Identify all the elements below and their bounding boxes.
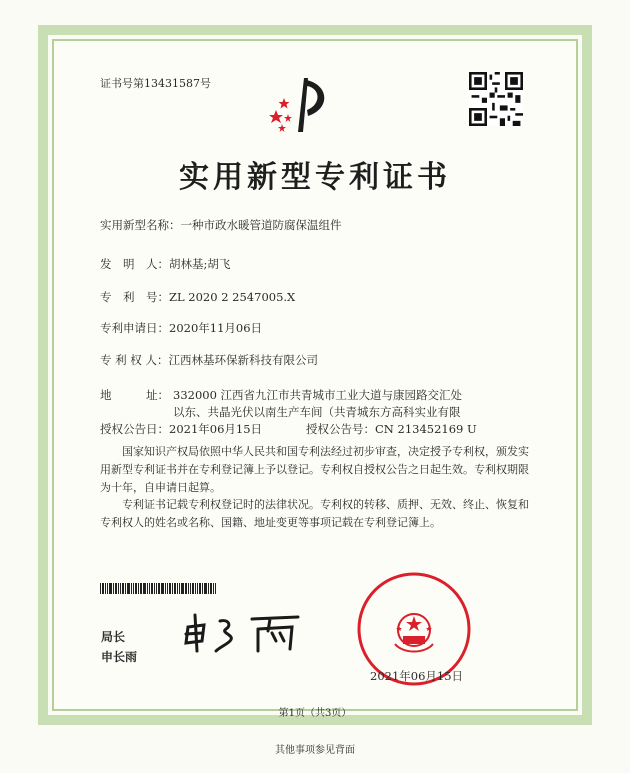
grant-date-value: 2021年06月15日: [169, 422, 263, 436]
inventor-row: [100, 256, 230, 272]
filing-date-value: 2020年11月06日: [169, 321, 263, 335]
legal-status-paragraph: 专利证书记载专利权登记时的法律状况。专利权的转移、质押、无效、终止、恢复和专利权人的姓名或名称、国籍、地址变更等事项记载在专利登记簿上。: [100, 498, 529, 529]
patent-number-label: 专 利 号：: [100, 290, 169, 304]
address-label: 地 址：: [100, 388, 169, 402]
patent-number-row: [100, 289, 295, 305]
director-name-label: 申长雨: [101, 650, 138, 664]
barcode-icon: [100, 583, 240, 594]
inventor-label: 发 明 人：: [100, 257, 169, 271]
patentee-row: [100, 352, 318, 368]
inventor-value: 胡林基;胡飞: [169, 257, 231, 271]
director-signature: [180, 607, 320, 657]
grant-number-value: CN 213452169 U: [375, 422, 477, 436]
patent-office-emblem-icon: [262, 70, 342, 138]
utility-model-name-value: 一种市政水暖管道防腐保温组件: [180, 218, 342, 232]
patentee-label: 专 利 权 人：: [100, 353, 169, 367]
utility-model-name-label: 实用新型名称：: [100, 218, 181, 232]
certificate-title: 实用新型专利证书: [179, 160, 451, 195]
grant-number-row: [306, 421, 477, 437]
grant-number-label: 授权公告号：: [306, 422, 375, 436]
seal-date: 2021年06月15日: [370, 669, 464, 683]
footer-note: 其他事项参见背面: [275, 745, 355, 756]
grant-statement-paragraph: 国家知识产权局依照中华人民共和国专利法经过初步审查，决定授予专利权，颁发实用新型专利证书并在专利登记簿上予以登记。专利权自授权公告之日起生效。专利权期限为十年，自申请日起算。: [100, 445, 529, 494]
grant-date-row: [100, 421, 262, 437]
utility-model-name-row: [100, 217, 342, 233]
grant-date-label: 授权公告日：: [100, 422, 169, 436]
certificate-number: 证书号第13431587号: [100, 77, 211, 90]
page-indicator: 第1页（共3页）: [278, 708, 352, 719]
filing-date-label: 专利申请日：: [100, 321, 169, 335]
patent-number-value: ZL 2020 2 2547005.X: [169, 290, 296, 304]
qr-code-icon: [469, 72, 523, 126]
address-line-2: 以东、共晶光伏以南生产车间（共青城东方高科实业有限: [173, 405, 461, 419]
filing-date-row: [100, 320, 262, 336]
patentee-value: 江西林基环保新科技有限公司: [168, 353, 318, 367]
director-title-label: 局长: [101, 630, 126, 644]
address-line-1: 332000 江西省九江市共青城市工业大道与康园路交汇处: [173, 388, 463, 402]
